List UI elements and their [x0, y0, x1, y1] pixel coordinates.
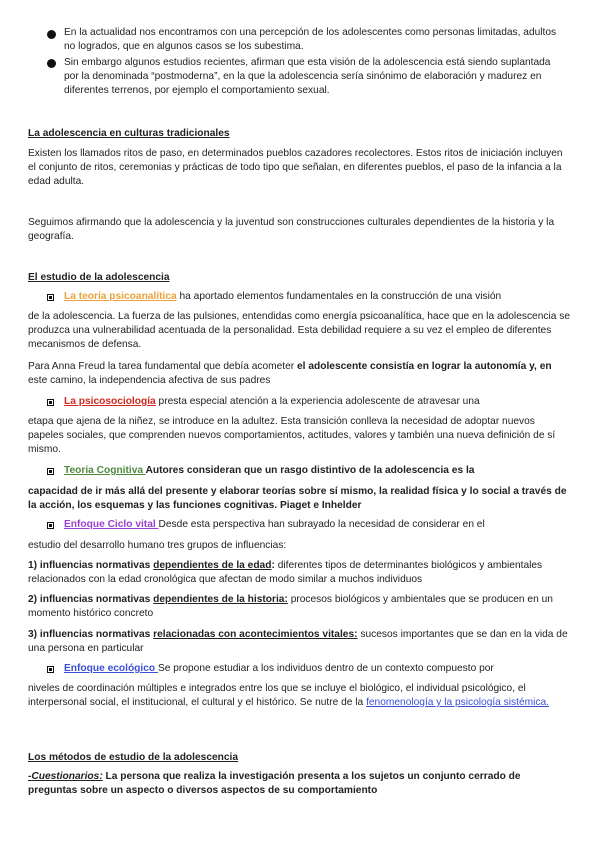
paragraph-cognitiva: capacidad de ir más allá del presente y elaborar teorías sobre sí mismo, la realidad física y lo social a través de la acción, los esquemas y las funciones cognitivas. Piaget e Inhelder — [28, 486, 567, 511]
paragraph-psicosociologia: etapa que ajena de la niñez, se introduce en la adultez. Esta transición conlleva la necesidad de adoptar nuevos papeles sociales, que comprenden nuevos comportamientos, actitudes, valores y también una nueva definición de sí mismo. — [28, 416, 556, 455]
paragraph-ecologico: niveles de coordinación múltiples e integrados entre los que se incluye el biológico, el individual psicológico, el interpersonal social, el institucional, el cultural y el histórico. Se nutre de la fenomenología y la psicología sistémica. — [28, 683, 549, 708]
paragraph-construcciones-culturales: Seguimos afirmando que la adolescencia y la juventud son construcciones culturales dependientes de la historia y la geografía. — [28, 217, 555, 242]
paragraph-anna-freud: Para Anna Freud la tarea fundamental que debía acometer el adolescente consistía en lograr la autonomía y, en este camino, la independencia afectiva de sus padres — [28, 361, 552, 386]
checkbox-bullet-icon — [47, 468, 54, 475]
link-teoria-cognitiva[interactable]: Teoria Cognitiva — [64, 465, 146, 476]
line-psicosociologia: La psicosociología presta especial atención a la experiencia adolescente de atravesar una — [64, 396, 480, 407]
checkbox-bullet-icon — [47, 666, 54, 673]
paragraph-psicoanalitica: de la adolescencia. La fuerza de las pulsiones, entendidas como energía psicoanalítica, hace que en la adolescencia se produzca una vulnerabilidad acentuada de la personalidad. Esta debilidad requiere a su vez el empleo de diferentes mecanismos de defensa. — [28, 311, 570, 350]
heading-metodos-estudio: Los métodos de estudio de la adolescencia — [28, 752, 239, 763]
intro-bullet-2: Sin embargo algunos estudios recientes, afirman que esta visión de la adolescencia está siendo suplantada por la denominada “postmoderna”, en la que la adolescencia sería sinónimo de elaboración y madurez en diferentes terrenos, por ejemplo el comportamiento sexual. — [64, 57, 551, 96]
paragraph-cuestionarios: -Cuestionarios: La persona que realiza la investigación presenta a los sujetos un conjunto cerrado de preguntas sobre un aspecto o diversos aspectos de su comportamiento — [28, 771, 521, 796]
bullet-dot-icon — [47, 30, 56, 39]
influencia-historia: 2) influencias normativas dependientes de la historia: procesos biológicos y ambientales que se producen en un momento histórico concreto — [28, 594, 553, 619]
bullet-dot-icon — [47, 59, 56, 68]
checkbox-bullet-icon — [47, 294, 54, 301]
line-teoria-cognitiva: Teoria Cognitiva Autores consideran que un rasgo distintivo de la adolescencia es la — [64, 465, 475, 476]
link-enfoque-ciclo-vital[interactable]: Enfoque Ciclo vital — [64, 519, 159, 530]
heading-culturas-tradicionales: La adolescencia en culturas tradicionales — [28, 128, 230, 139]
intro-bullet-1: En la actualidad nos encontramos con una percepción de los adolescentes como personas limitadas, adultos no logrados, que en algunos casos se los subestima. — [64, 27, 557, 52]
link-teoria-psicoanalitica[interactable]: La teoría psicoanalítica — [64, 291, 177, 302]
checkbox-bullet-icon — [47, 399, 54, 406]
line-enfoque-ecologico: Enfoque ecológico Se propone estudiar a los individuos dentro de un contexto compuesto por — [64, 663, 494, 674]
link-psicosociologia[interactable]: La psicosociología — [64, 396, 156, 407]
link-fenomenologia[interactable]: fenomenología y la psicología sistémica. — [366, 697, 549, 708]
paragraph-ciclo-vital: estudio del desarrollo humano tres grupos de influencias: — [28, 540, 287, 551]
heading-estudio-adolescencia: El estudio de la adolescencia — [28, 272, 170, 283]
link-enfoque-ecologico[interactable]: Enfoque ecológico — [64, 663, 158, 674]
influencia-acontecimientos: 3) influencias normativas relacionadas con acontecimientos vitales: sucesos importantes que se dan en la vida de una persona en particular — [28, 629, 568, 654]
paragraph-ritos-de-paso: Existen los llamados ritos de paso, en determinados pueblos cazadores recolectores. Estos ritos de iniciación incluyen el conjunto de ritos, ceremonias y prácticas de todo tipo que señalan, en diferentes pueblos, el paso de la infancia a la edad adulta. — [28, 148, 563, 187]
influencia-edad: 1) influencias normativas dependientes de la edad: diferentes tipos de determinantes biológicos y ambientales relacionados con la edad cronológica que afectan de modo similar a muchos individuos — [28, 560, 543, 585]
line-teoria-psicoanalitica: La teoría psicoanalítica ha aportado elementos fundamentales en la construcción de una visión — [64, 291, 502, 302]
line-ciclo-vital: Enfoque Ciclo vital Desde esta perspectiva han subrayado la necesidad de considerar en el — [64, 519, 485, 530]
checkbox-bullet-icon — [47, 522, 54, 529]
